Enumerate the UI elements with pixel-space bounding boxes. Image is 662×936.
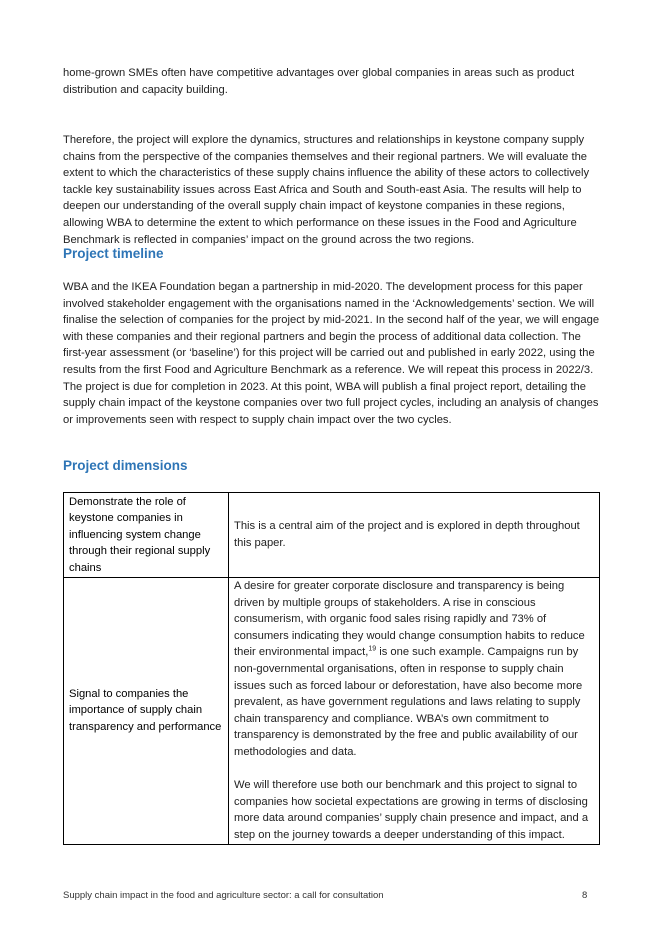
table-row <box>64 493 600 578</box>
dimension-label-cell: Signal to companies the importance of supply chain transparency and performance <box>64 578 229 845</box>
page-number: 8 <box>582 890 588 901</box>
timeline-paragraph: WBA and the IKEA Foundation began a partnership in mid-2020. The development process for this paper involved stakeholder engagement with the organisations named in the ‘Acknowledgements’ section. We will finalise the selection of companies for the project by mid-2021. In the second half of the year, we will engage with these companies and their regional partners and begin the process of additional data collection. The first-year assessment (or ‘baseline’) for this project will be carried out and published in early 2022, using the results from the first Food and Agriculture Benchmark as a reference. We will repeat this process in 2022/3. The project is due for completion in 2023. At this point, WBA will publish a final project report, detailing the supply chain impact of the keystone companies over two full project cycles, including an analysis of changes or improvements seen with respect to supply chain impact over the two cycles. <box>63 281 600 426</box>
intro-tail-paragraph: home-grown SMEs often have competitive advantages over global companies in areas such as product distribution and capacity building. <box>63 67 575 96</box>
description-text: A desire for greater corporate disclosure and transparency is being driven by multiple groups of stakeholders. A rise in conscious consumerism, with organic food sales rising rapidly and 73% of consumers indicating they would change consumption habits to reduce their environmental impact, <box>234 580 585 659</box>
table-row <box>64 578 600 845</box>
dimension-description-cell <box>229 578 600 845</box>
dimension-label-cell: Demonstrate the role of keystone companies in influencing system change through their regional supply chains <box>64 493 229 578</box>
description-text: is one such example. Campaigns run by non-governmental organisations, often in response to supply chain issues such as forced labour or deforestation, have also become more prevalent, as have government regulations and laws relating to supply chain transparency and compliance. WBA’s own commitment to transparency is demonstrated by the free and public availability of our methodologies and data. <box>234 646 583 758</box>
project-dimensions-heading: Project dimensions <box>63 458 188 473</box>
description-paragraph <box>234 578 594 761</box>
therefore-paragraph: Therefore, the project will explore the dynamics, structures and relationships in keystone company supply chains from the perspective of the companies themselves and their regional partners. We will evaluate the extent to which the characteristics of these supply chains influence the ability of these actors to collectively tackle key sustainability issues across East Africa and South and South-east Asia. The results will help to deepen our understanding of the overall supply chain impact of keystone companies in these regions, allowing WBA to determine the extent to which performance on these issues in the Food and Agriculture Benchmark is reflected in companies’ impact on the ground across the two regions. <box>63 134 590 246</box>
project-dimensions-table <box>63 492 600 845</box>
description-paragraph: We will therefore use both our benchmark and this project to signal to companies how societal expectations are growing in terms of disclosing more data around companies’ supply chain presence and impact, and a step on the journey towards a deeper understanding of this impact. <box>234 779 589 841</box>
project-timeline-heading: Project timeline <box>63 246 164 261</box>
footer-title: Supply chain impact in the food and agriculture sector: a call for consultation <box>63 890 384 901</box>
dimension-description-cell: This is a central aim of the project and is explored in depth throughout this paper. <box>229 493 600 578</box>
footnote-reference[interactable]: 19 <box>368 645 377 653</box>
